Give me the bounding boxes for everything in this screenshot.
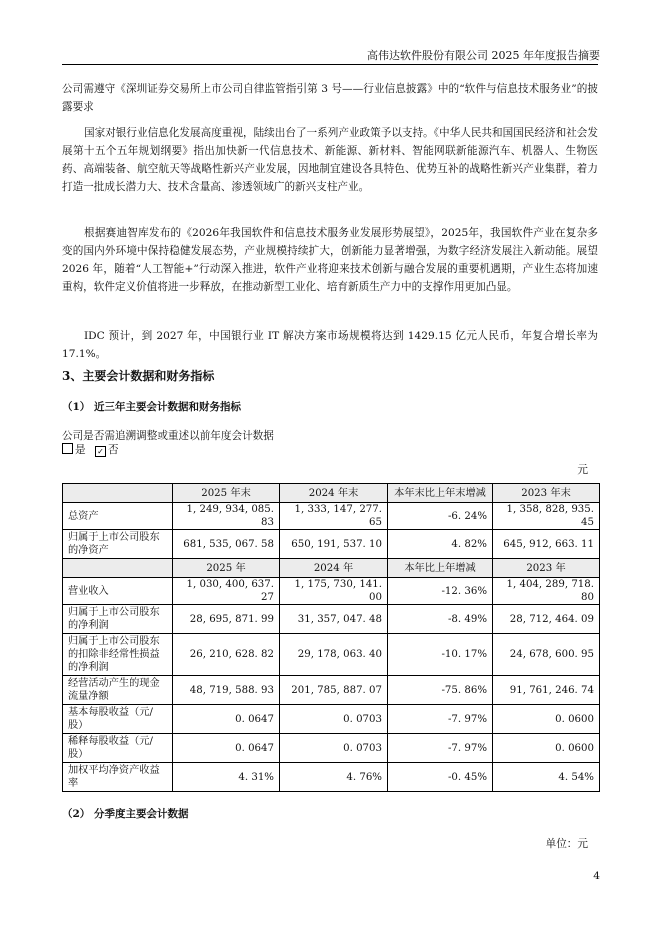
value-cell: 1, 404, 289, 718. 80 — [493, 578, 600, 605]
value-cell: 681, 535, 067. 58 — [173, 530, 280, 559]
header-divider — [62, 64, 598, 65]
table-header-row — [63, 484, 600, 503]
value-cell: 29, 178, 063. 40 — [280, 634, 388, 676]
row-label: 归属于上市公司股东的净资产 — [63, 530, 173, 559]
header-cell: 2023 年末 — [493, 484, 600, 503]
value-cell: 0. 0647 — [173, 734, 280, 763]
row-label: 归属于上市公司股东的净利润 — [63, 605, 173, 634]
industry-outlook-paragraph: 根据赛迪智库发布的《2026年我国软件和信息技术服务业发展形势展望》，2025年，我国软件产业在复杂多变的国内外环境中保持稳健发展态势，产业规模持续扩大，创新能力显著增强，为数字经济发展注入新动能。展望 2026 年，随着“人工智能+”行动深入推进，软件产业将迎来技术创新与融合发展的重要机遇期，产业生态将加速重构，软件定义价值将进一步释放，在推动新型工业化、培育新质生产力中的支撑作用更加凸显。 — [62, 227, 598, 293]
header-blank-cell — [63, 559, 173, 578]
header-cell: 本年末比上年末增减 — [388, 484, 493, 503]
value-cell: -6. 24% — [388, 503, 493, 530]
header-cell: 2023 年 — [493, 559, 600, 578]
table-row — [63, 578, 600, 605]
value-cell: 0. 0703 — [280, 734, 388, 763]
value-cell: 0. 0600 — [493, 734, 600, 763]
no-checkbox-checked: ✓ — [95, 446, 106, 457]
currency-unit: 元 — [577, 464, 588, 476]
row-label: 基本每股收益（元/股） — [63, 705, 173, 734]
value-cell: -8. 49% — [388, 605, 493, 634]
table-header-row — [63, 559, 600, 578]
value-cell: 4. 31% — [173, 763, 280, 792]
value-cell: -7. 97% — [388, 734, 493, 763]
policy-paragraph: 国家对银行业信息化发展高度重视，陆续出台了一系列产业政策予以支持。《中华人民共和国国民经济和社会发展第十五个五年规划纲要》指出加快新一代信息技术、新能源、新材料、智能网联新能源汽车、机器人、生物医药、高端装备、航空航天等战略性新兴产业发展，因地制宜建设各具特色、优势互补的战略性新兴产业集群，着力打造一批成长潜力大、技术含量高、渗透领域广的新兴支柱产业。 — [62, 127, 598, 193]
value-cell: 4. 82% — [388, 530, 493, 559]
row-label: 稀释每股收益（元/股） — [63, 734, 173, 763]
page-number: 4 — [593, 870, 600, 882]
value-cell: 48, 719, 588. 93 — [173, 676, 280, 705]
table-row — [63, 734, 600, 763]
header-cell: 本年比上年增减 — [388, 559, 493, 578]
yes-checkbox — [62, 443, 73, 454]
value-cell: -10. 17% — [388, 634, 493, 676]
table-row — [63, 503, 600, 530]
subsection-title: （1） 近三年主要会计数据和财务指标 — [62, 401, 241, 413]
section-title: 3、主要会计数据和财务指标 — [62, 369, 215, 383]
row-label: 经营活动产生的现金流量净额 — [63, 676, 173, 705]
value-cell: 201, 785, 887. 07 — [280, 676, 388, 705]
yes-label: 是 — [75, 444, 86, 456]
value-cell: 0. 0600 — [493, 705, 600, 734]
value-cell: -0. 45% — [388, 763, 493, 792]
restatement-question: 公司是否需追溯调整或重述以前年度会计数据 — [62, 430, 274, 442]
value-cell: 1, 333, 147, 277. 65 — [280, 503, 388, 530]
value-cell: 1, 249, 934, 085. 83 — [173, 503, 280, 530]
value-cell: 1, 030, 400, 637. 27 — [173, 578, 280, 605]
value-cell: -12. 36% — [388, 578, 493, 605]
header-cell: 2024 年末 — [280, 484, 388, 503]
value-cell: 4. 54% — [493, 763, 600, 792]
table-row — [63, 605, 600, 634]
idc-forecast-paragraph: IDC 预计，到 2027 年，中国银行业 IT 解决方案市场规模将达到 1429.15 亿元人民币，年复合增长率为 17.1%。 — [62, 330, 598, 360]
value-cell: 1, 175, 730, 141. 00 — [280, 578, 388, 605]
quarterly-subsection-title: （2） 分季度主要会计数据 — [62, 808, 189, 820]
table-row — [63, 676, 600, 705]
value-cell: 91, 761, 246. 74 — [493, 676, 600, 705]
value-cell: 28, 712, 464. 09 — [493, 605, 600, 634]
no-label: 否 — [107, 444, 119, 456]
value-cell: -75. 86% — [388, 676, 493, 705]
value-cell: 650, 191, 537. 10 — [280, 530, 388, 559]
value-cell: 24, 678, 600. 95 — [493, 634, 600, 676]
table-row — [63, 530, 600, 559]
table-row — [63, 634, 600, 676]
value-cell: 26, 210, 628. 82 — [173, 634, 280, 676]
value-cell: 645, 912, 663. 11 — [493, 530, 600, 559]
row-label: 加权平均净资产收益率 — [63, 763, 173, 792]
row-label: 归属于上市公司股东的扣除非经常性损益的净利润 — [63, 634, 173, 676]
value-cell: 1, 358, 828, 935. 45 — [493, 503, 600, 530]
key-financial-data-table — [62, 483, 600, 792]
report-header-title: 高伟达软件股份有限公司 2025 年年度报告摘要 — [367, 49, 600, 62]
unit-label: 单位：元 — [545, 838, 588, 850]
restatement-options — [62, 442, 119, 457]
value-cell: 0. 0647 — [173, 705, 280, 734]
header-blank-cell — [63, 484, 173, 503]
value-cell: 4. 76% — [280, 763, 388, 792]
row-label: 营业收入 — [63, 578, 173, 605]
header-cell: 2025 年 — [173, 559, 280, 578]
row-label: 总资产 — [63, 503, 173, 530]
value-cell: -7. 97% — [388, 705, 493, 734]
header-cell: 2024 年 — [280, 559, 388, 578]
header-cell: 2025 年末 — [173, 484, 280, 503]
value-cell: 0. 0703 — [280, 705, 388, 734]
table-row — [63, 705, 600, 734]
table-row — [63, 763, 600, 792]
value-cell: 31, 357, 047. 48 — [280, 605, 388, 634]
disclosure-requirement-paragraph: 公司需遵守《深圳证券交易所上市公司自律监管指引第 3 号——行业信息披露》中的“软件与信息技术服务业”的披露要求 — [62, 83, 598, 113]
value-cell: 28, 695, 871. 99 — [173, 605, 280, 634]
